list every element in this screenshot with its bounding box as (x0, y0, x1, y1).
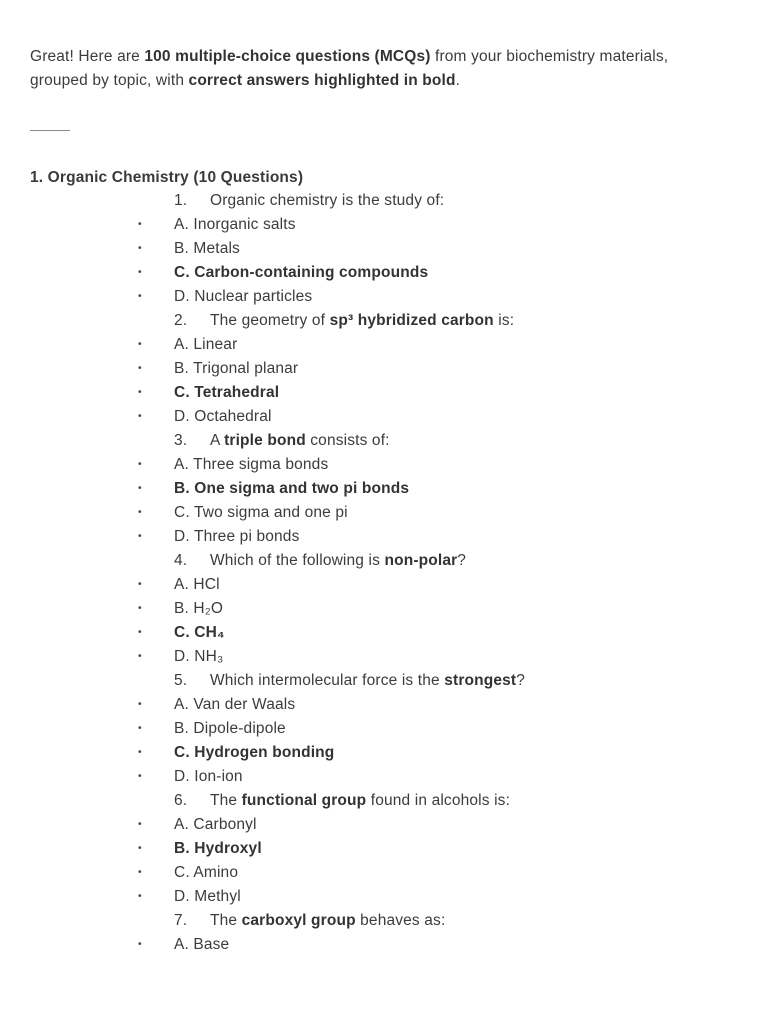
bullet-icon: • (138, 579, 142, 590)
intro-text-3: . (455, 72, 461, 89)
answer-option (0, 837, 768, 861)
question-2 (0, 309, 768, 333)
horizontal-divider (30, 130, 70, 131)
question-number: 5. (174, 672, 188, 689)
question-number: 7. (174, 912, 188, 929)
answer-option (0, 237, 768, 261)
answer-option (0, 525, 768, 549)
question-number: 6. (174, 792, 188, 809)
bullet-icon: • (138, 747, 142, 758)
question-5 (0, 669, 768, 693)
question-text-part: ? (457, 552, 467, 569)
question-list (0, 189, 768, 957)
question-text (210, 789, 510, 813)
answer-option (0, 933, 768, 957)
question-text-part: is: (493, 312, 515, 329)
answer-text: A. Linear (174, 336, 238, 353)
question-text-part: Which of the following is (210, 552, 385, 569)
question-6 (0, 789, 768, 813)
correct-answer-text: B. One sigma and two pi bonds (174, 480, 410, 497)
bullet-icon: • (138, 723, 142, 734)
question-3 (0, 429, 768, 453)
answer-text: D. NH₃ (174, 648, 224, 665)
answer-option (0, 405, 768, 429)
bullet-icon: • (138, 291, 142, 302)
bullet-icon: • (138, 363, 142, 374)
question-text-bold: functional group (241, 792, 367, 809)
answer-text: B. Trigonal planar (174, 360, 299, 377)
answer-text: A. Inorganic salts (174, 216, 296, 233)
answer-option (0, 573, 768, 597)
question-number: 4. (174, 552, 188, 569)
answer-text: C. Amino (174, 864, 239, 881)
question-text (210, 309, 514, 333)
correct-answer-text: C. Hydrogen bonding (174, 744, 335, 761)
answer-text: D. Nuclear particles (174, 288, 313, 305)
question-text-bold: non-polar (384, 552, 458, 569)
answer-option (0, 501, 768, 525)
bullet-icon: • (138, 387, 142, 398)
answer-text: A. Van der Waals (174, 696, 296, 713)
answer-option (0, 645, 768, 669)
answer-option (0, 597, 768, 621)
section-title: 1. Organic Chemistry (10 Questions) (30, 169, 304, 186)
question-text (210, 669, 525, 693)
bullet-icon: • (138, 267, 142, 278)
answer-option (0, 861, 768, 885)
answer-text: A. Carbonyl (174, 816, 257, 833)
question-number: 1. (174, 192, 188, 209)
answer-option (0, 621, 768, 645)
question-text (210, 429, 390, 453)
answer-option (0, 813, 768, 837)
bullet-icon: • (138, 531, 142, 542)
answer-option (0, 285, 768, 309)
bullet-icon: • (138, 339, 142, 350)
question-text-part: consists of: (305, 432, 390, 449)
answer-option (0, 741, 768, 765)
answer-text: D. Methyl (174, 888, 241, 905)
answer-text: B. Dipole-dipole (174, 720, 286, 737)
bullet-icon: • (138, 627, 142, 638)
intro-paragraph (30, 45, 730, 93)
question-text-part: The (210, 792, 242, 809)
question-text-bold: triple bond (224, 432, 306, 449)
answer-text: A. HCl (174, 576, 220, 593)
bullet-icon: • (138, 843, 142, 854)
question-number: 2. (174, 312, 188, 329)
intro-text-1: Great! Here are (30, 48, 145, 65)
question-text-part: behaves as: (355, 912, 446, 929)
bullet-icon: • (138, 483, 142, 494)
bullet-icon: • (138, 243, 142, 254)
question-text-bold: carboxyl group (241, 912, 356, 929)
bullet-icon: • (138, 891, 142, 902)
question-text-bold: strongest (444, 672, 517, 689)
question-text-part: Organic chemistry is the study of: (210, 192, 445, 209)
correct-answer-text: C. Tetrahedral (174, 384, 280, 401)
question-text-part: A (210, 432, 225, 449)
question-text-bold: sp³ hybridized carbon (329, 312, 494, 329)
answer-text: D. Three pi bonds (174, 528, 300, 545)
bullet-icon: • (138, 603, 142, 614)
correct-answer-text: C. CH₄ (174, 624, 225, 641)
answer-option (0, 213, 768, 237)
intro-bold-answers: correct answers highlighted in bold (188, 72, 456, 89)
intro-bold-mcq: 100 multiple-choice questions (MCQs) (144, 48, 431, 65)
bullet-icon: • (138, 651, 142, 662)
bullet-icon: • (138, 459, 142, 470)
question-7 (0, 909, 768, 933)
answer-text: D. Ion-ion (174, 768, 243, 785)
correct-answer-text: C. Carbon-containing compounds (174, 264, 429, 281)
answer-option (0, 381, 768, 405)
answer-text: A. Base (174, 936, 230, 953)
bullet-icon: • (138, 939, 142, 950)
bullet-icon: • (138, 699, 142, 710)
bullet-icon: • (138, 819, 142, 830)
question-text-part: The (210, 912, 242, 929)
bullet-icon: • (138, 771, 142, 782)
answer-option (0, 357, 768, 381)
answer-text: B. H₂O (174, 600, 224, 617)
question-text (210, 189, 444, 213)
answer-option (0, 261, 768, 285)
question-number: 3. (174, 432, 188, 449)
bullet-icon: • (138, 867, 142, 878)
question-4 (0, 549, 768, 573)
correct-answer-text: B. Hydroxyl (174, 840, 262, 857)
answer-option (0, 765, 768, 789)
bullet-icon: • (138, 411, 142, 422)
answer-option (0, 885, 768, 909)
question-text-part: Which intermolecular force is the (210, 672, 445, 689)
bullet-icon: • (138, 219, 142, 230)
answer-text: D. Octahedral (174, 408, 272, 425)
question-text-part: found in alcohols is: (366, 792, 511, 809)
question-1 (0, 189, 768, 213)
question-text (210, 909, 445, 933)
answer-text: C. Two sigma and one pi (174, 504, 348, 521)
answer-option (0, 333, 768, 357)
intro-text-2: from your biochemistry materials, grouped by topic, with (30, 48, 669, 89)
answer-text: A. Three sigma bonds (174, 456, 329, 473)
answer-text: B. Metals (174, 240, 240, 257)
answer-option (0, 693, 768, 717)
answer-option (0, 453, 768, 477)
question-text-part: ? (516, 672, 526, 689)
answer-option (0, 477, 768, 501)
question-text-part: The geometry of (210, 312, 330, 329)
question-text (210, 549, 466, 573)
bullet-icon: • (138, 507, 142, 518)
answer-option (0, 717, 768, 741)
